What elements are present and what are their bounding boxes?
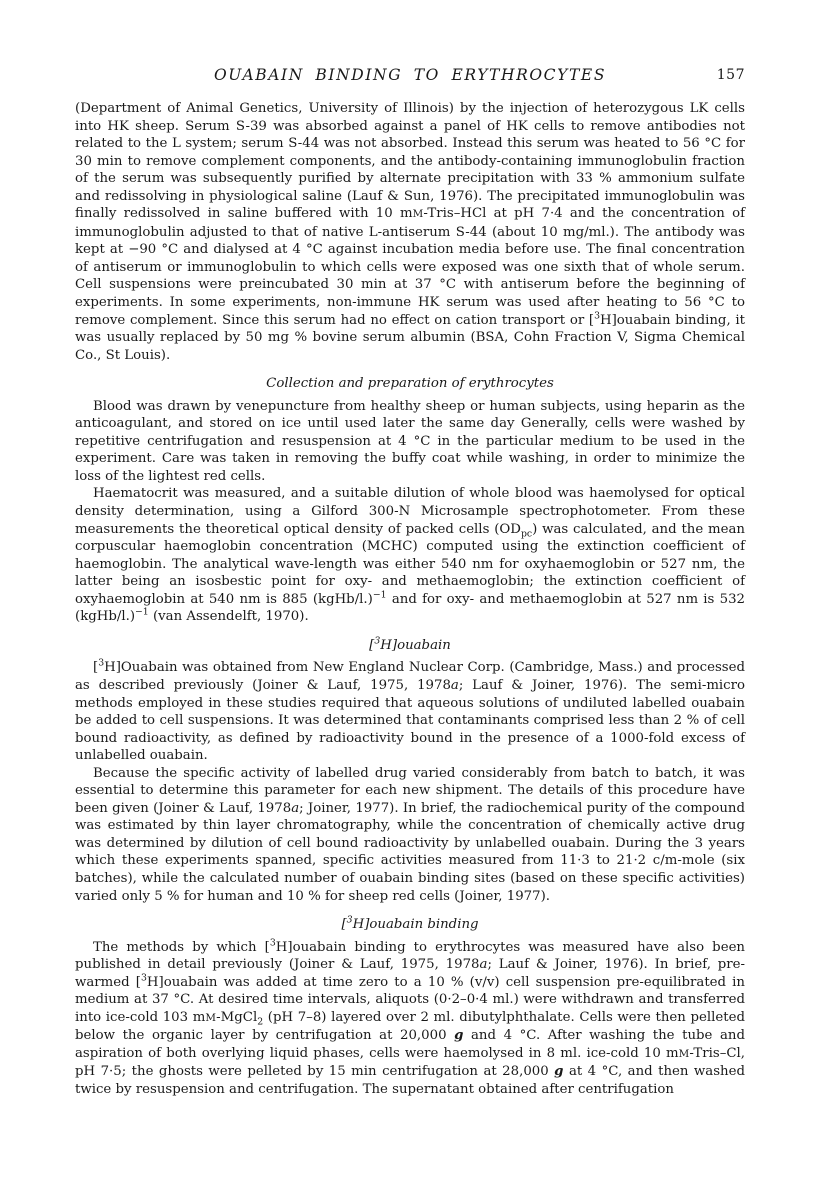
paragraph-blood-collection: Blood was drawn by venepuncture from healthy sheep or human subjects, using heparin as the anticoagulant, and stored on ice until used later the same day Generally, cells were washed by repetitive centrifugation and resuspension at 4 °C in the particular medium to be used in the experiment. Care was taken in removing the buffy coat while washing, in order to minimize the loss of the lightest red cells. — [75, 398, 745, 484]
paragraph-specific-activity: Because the specific activity of labelled drug varied considerably from batch to batch, it was essential to determine this parameter for each new shipment. The details of this procedure have been given (Joiner & Lauf, 1978a; Joiner, 1977). In brief, the radiochemical purity of the compound was estimated by thin layer chromatography, while the concentration of chemically active drug was determined by dilution of cell bound radioactivity by unlabelled ouabain. During the 3 years which these experiments spanned, specific activities measured from 11·3 to 21·2 c/m-mole (six batches), while the calculated number of ouabain binding sites (based on these specific activities) varied only 5 % for human and 10 % for sheep red cells (Joiner, 1977). — [75, 765, 745, 904]
page-number: 157 — [716, 67, 745, 83]
paragraph-haematocrit: Haematocrit was measured, and a suitable dilution of whole blood was haemolysed for optical density determination, using a Gilford 300-N Microsample spectrophotometer. From these measurements the theoretical optical density of packed cells $(OD_{pc})$ was calculated, and the mean corpuscular haemoglobin concentration (MCHC) computed using the extinction coefficient of haemoglobin. The analytical wave-length was either 540 nm for oxyhaemoglobin or 527 nm, the latter being an isosbestic point for oxy- and methaemoglobin; the extinction coefficient of oxyhaemoglobin at 540 nm is 885 (kgHb/l.)$^{-1}$ and for oxy- and methaemoglobin at 527 nm is 532 (kgHb/l.)$^{-1}$ (van Assendelft, 1970). — [75, 486, 745, 625]
running-title: OUABAIN BINDING TO ERYTHROCYTES — [213, 66, 607, 84]
section-heading-collection: Collection and preparation of erythrocytes — [266, 376, 554, 392]
section-heading-ouabain: [$^3$H]ouabain — [369, 635, 451, 653]
paragraph-binding-methods: The methods by which [$^3$H]ouabain binding to erythrocytes was measured have also been published in detail previously (Joiner & Lauf, 1975, 1978a; Lauf & Joiner, 1976). In brief, pre-warmed [$^3$H]ouabain was added at time zero to a 10 % (v/v) cell suspension pre-equilibrated in medium at 37 °C. At desired time intervals, aliquots (0·2–0·4 ml.) were withdrawn and transferred into ice-cold 103 mM-MgCl$_2$ (pH 7–8) layered over 2 ml. dibutylphthalate. Cells were then pelleted below the organic layer by centrifugation at 20,000 g and 4 °C. After washing the tube and aspiration of both overlying liquid phases, cells were haemolysed in 8 ml. ice-cold 10 mM-Tris–Cl, pH 7·5; the ghosts were pelleted by 15 min centrifugation at 28,000 g at 4 °C, and then washed twice by resuspension and centrifugation. The supernatant obtained after centrifugation — [75, 937, 745, 1097]
article-body — [75, 100, 745, 1099]
paragraph-ouabain-source: [$^3$H]Ouabain was obtained from New England Nuclear Corp. (Cambridge, Mass.) and processed as described previously (Joiner & Lauf, 1975, 1978a; Lauf & Joiner, 1976). The semi-micro methods employed in these studies required that aqueous solutions of undiluted labelled ouabain be added to cell suspensions. It was determined that contaminants comprised less than 2 % of cell bound radioactivity, as defined by radioactivity bound in the presence of a 1000-fold excess of unlabelled ouabain. — [75, 657, 745, 764]
section-heading-ouabain-binding: [$^3$H]ouabain binding — [341, 914, 479, 933]
page-header — [75, 66, 745, 90]
paragraph-continuation: (Department of Animal Genetics, University of Illinois) by the injection of heterozygous LK cells into HK sheep. Serum S-39 was absorbed against a panel of HK cells to remove antibodies not related to the L system; serum S-44 was not absorbed. Instead this serum was heated to 56 °C for 30 min to remove complement components, and the antibody-containing immunoglobulin fraction of the serum was subsequently purified by alternate precipitation with 33 % ammonium sulfate and redissolving in physiological saline (Lauf & Sun, 1976). The precipitated immunoglobulin was finally redissolved in saline buffered with 10 mM-Tris–HCl at pH 7·4 and the concentration of immunoglobulin adjusted to that of native L-antiserum S-44 (about 10 mg/ml.). The antibody was kept at −90 °C and dialysed at 4 °C against incubation media before use. The final concentration of antiserum or immunoglobulin to which cells were exposed was one sixth that of whole serum. Cell suspensions were preincubated 30 min at 37 °C with antiserum before the beginning of experiments. In some experiments, non-immune HK serum was used after heating to 56 °C to remove complement. Since this serum had no effect on cation transport or [$^3$H]ouabain binding, it was usually replaced by 50 mg % bovine serum albumin (BSA, Cohn Fraction V, Sigma Chemical Co., St Louis). — [75, 101, 745, 363]
